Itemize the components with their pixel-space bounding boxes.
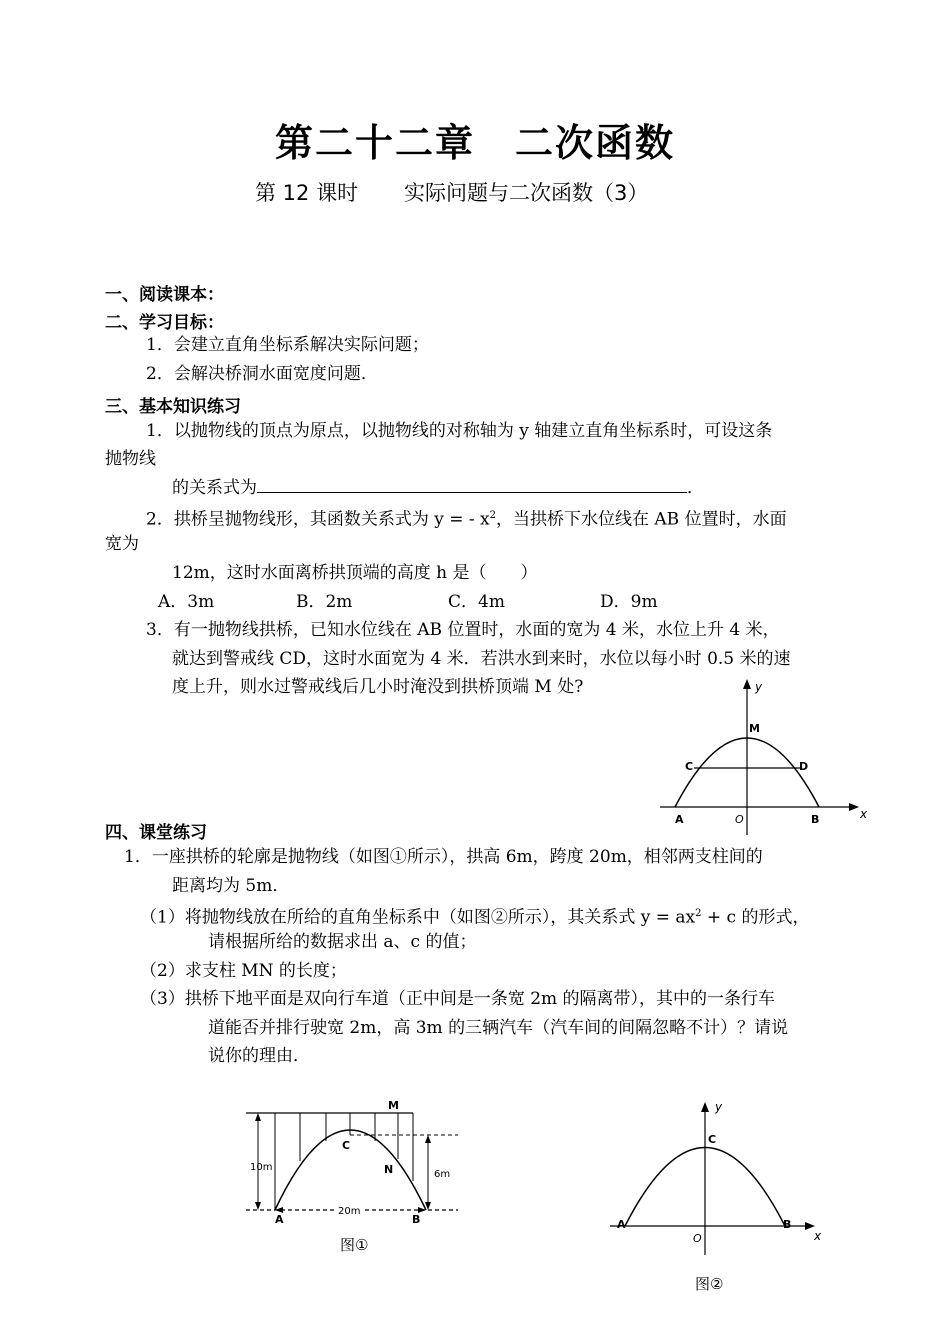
cp-part1-a: （1）将抛物线放在所给的直角坐标系中（如图②所示），其关系式 y = ax (140, 907, 696, 928)
arrow-6m-top (425, 1135, 431, 1143)
q2-line2: 宽为 (105, 534, 139, 554)
label-b: B (783, 1218, 792, 1231)
arrow-10m-top (255, 1113, 261, 1121)
label-y: y (755, 680, 763, 694)
page-title: 第二十二章 二次函数 (274, 121, 675, 165)
cp-q1-line2: 距离均为 5m． (172, 876, 290, 896)
q3-line2: 就达到警戒线 CD，这时水面宽为 4 米．若洪水到来时，水位以每小时 0.5 米的速 (172, 649, 791, 669)
cp-q1-line1: 1．一座拱桥的轮廓是抛物线（如图①所示），拱高 6m，跨度 20m，相邻两支柱间的 (124, 847, 763, 867)
q2-line1 (146, 505, 787, 531)
section-basic-practice-heading: 三、基本知识练习 (105, 397, 241, 417)
q1-line2: 抛物线 (105, 449, 156, 469)
label-m: M (749, 722, 760, 735)
label-20m: 20m (338, 1206, 361, 1217)
label-b: B (811, 813, 820, 826)
coordinate-figure-2 (605, 1095, 830, 1255)
bridge-figure-1 (238, 1095, 468, 1225)
q3-line3: 度上升，则水过警戒线后几小时淹没到拱桥顶端 M 处? (172, 677, 584, 697)
label-a: A (675, 813, 684, 826)
q2-line1-b: ，当拱桥下水位线在 AB 位置时，水面 (496, 509, 787, 530)
q2-exponent: 2 (489, 510, 496, 521)
label-c: C (708, 1133, 717, 1146)
label-10m: 10m (250, 1162, 273, 1173)
label-o: O (735, 813, 744, 826)
q2-line1-a: 2．拱桥呈抛物线形，其函数关系式为 y = - x (146, 509, 490, 530)
cp-part1-b: + c 的形式， (701, 907, 810, 928)
label-x: x (860, 807, 868, 821)
section-class-practice-heading: 四、课堂练习 (105, 823, 207, 843)
label-a: A (275, 1213, 284, 1225)
q1-line1: 1．以抛物线的顶点为原点，以抛物线的对称轴为 y 轴建立直角坐标系时，可设这条 (146, 421, 773, 441)
label-n: N (384, 1163, 394, 1176)
answer-blank[interactable] (257, 476, 687, 493)
figure2-caption: 图② (695, 1275, 724, 1293)
label-d: D (799, 760, 809, 773)
label-a: A (617, 1218, 626, 1231)
q1-line3 (172, 476, 704, 499)
cp-q1-part1-line1 (140, 903, 809, 929)
q3-line1: 3．有一抛物线拱桥，已知水位线在 AB 位置时，水面的宽为 4 米，水位上升 4 米， (146, 620, 780, 640)
lesson-number: 第 12 课时 (255, 181, 359, 205)
q1-line3-prefix: 的关系式为 (172, 478, 257, 498)
bridge-figure-q3 (655, 675, 870, 835)
label-c: C (342, 1139, 351, 1152)
q1-line3-suffix: ． (687, 478, 704, 498)
q2-option-a: A．3m (158, 592, 215, 612)
x-axis-arrow (849, 803, 859, 811)
q2-option-c: C．4m (448, 592, 505, 612)
lesson-topic: 实际问题与二次函数（3） (404, 181, 649, 205)
cp-q1-part3-line1: （3）拱桥下地平面是双向行车道（正中间是一条宽 2m 的隔离带），其中的一条行车 (140, 989, 776, 1009)
q2-option-b: B．2m (296, 592, 353, 612)
label-b: B (412, 1213, 421, 1225)
goal-item-1: 1．会建立直角坐标系解决实际问题； (146, 335, 429, 355)
arrow-10m-bottom (255, 1202, 261, 1210)
y-axis-arrow (743, 679, 751, 689)
cp-part1-exponent: 2 (695, 908, 702, 919)
label-o: O (693, 1232, 702, 1245)
label-x: x (814, 1229, 822, 1243)
cp-q1-part1-line2: 请根据所给的数据求出 a、c 的值； (208, 932, 477, 952)
q2-option-d: D．9m (600, 592, 658, 612)
q2-line3: 12m，这时水面离桥拱顶端的高度 h 是（ ） (172, 563, 538, 583)
label-y: y (715, 1100, 723, 1114)
figure1-caption: 图① (340, 1236, 369, 1254)
cp-q1-part3-line2: 道能否并排行驶宽 2m，高 3m 的三辆汽车（汽车间的间隔忽略不计）？请说 (208, 1018, 789, 1038)
cp-q1-part2: （2）求支柱 MN 的长度； (140, 961, 347, 981)
label-c: C (685, 760, 694, 773)
section-goals-heading: 二、学习目标： (105, 313, 224, 333)
goal-item-2: 2．会解决桥洞水面宽度问题． (146, 364, 378, 384)
arch-parabola (275, 1130, 426, 1210)
section-reading-heading: 一、阅读课本： (105, 285, 224, 305)
cp-q1-part3-line3: 说你的理由． (208, 1046, 310, 1066)
label-m: M (388, 1099, 399, 1112)
y-axis-arrow (701, 1102, 709, 1112)
label-6m: 6m (434, 1169, 451, 1180)
